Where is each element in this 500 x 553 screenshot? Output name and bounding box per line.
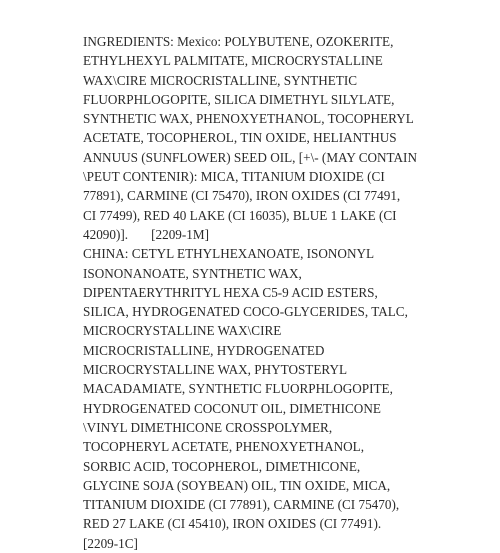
ingredients-line: WAX\CIRE MICROCRISTALLINE, SYNTHETIC [83, 72, 358, 88]
ingredients-line: ANNUUS (SUNFLOWER) SEED OIL, [+\- (MAY CONTAIN [83, 149, 417, 165]
ingredients-text-block [83, 32, 493, 553]
ingredients-line: MICROCRYSTALLINE WAX\CIRE [83, 323, 282, 339]
ingredients-line: HYDROGENATED COCONUT OIL, DIMETHICONE [83, 400, 381, 416]
ingredients-line: [2209-1C] [83, 535, 138, 551]
ingredients-line: SORBIC ACID, TOCOPHEROL, DIMETHICONE, [83, 458, 361, 474]
ingredients-line: TOCOPHERYL ACETATE, PHENOXYETHANOL, [83, 439, 365, 455]
ingredients-line: 77891), CARMINE (CI 75470), IRON OXIDES (CI 77491, [83, 188, 401, 204]
ingredients-line: ACETATE, TOCOPHEROL, TIN OXIDE, HELIANTHUS [83, 130, 397, 146]
ingredients-line: ISONONANOATE, SYNTHETIC WAX, [83, 265, 302, 281]
ingredients-line: 42090)]. [2209-1M] [83, 226, 209, 242]
ingredients-line: MACADAMIATE, SYNTHETIC FLUORPHLOGOPITE, [83, 381, 393, 397]
ingredients-line: SILICA, HYDROGENATED COCO-GLYCERIDES, TALC, [83, 304, 408, 320]
ingredients-line: DIPENTAERYTHRITYL HEXA C5-9 ACID ESTERS, [83, 284, 378, 300]
ingredients-line: \VINYL DIMETHICONE CROSSPOLYMER, [83, 419, 333, 435]
ingredients-line: GLYCINE SOJA (SOYBEAN) OIL, TIN OXIDE, MICA, [83, 477, 391, 493]
ingredients-line: FLUORPHLOGOPITE, SILICA DIMETHYL SILYLATE, [83, 91, 395, 107]
ingredients-line: INGREDIENTS: Mexico: POLYBUTENE, OZOKERITE, [83, 34, 394, 49]
ingredients-line: SYNTHETIC WAX, PHENOXYETHANOL, TOCOPHERYL [83, 111, 414, 127]
ingredients-line: MICROCRYSTALLINE WAX, PHYTOSTERYL [83, 362, 348, 378]
ingredients-line: CHINA: CETYL ETHYLHEXANOATE, ISONONYL [83, 246, 375, 262]
ingredients-line: ETHYLHEXYL PALMITATE, MICROCRYSTALLINE [83, 53, 383, 69]
ingredients-line: \PEUT CONTENIR): MICA, TITANIUM DIOXIDE (CI [83, 169, 385, 185]
ingredients-line: MICROCRISTALLINE, HYDROGENATED [83, 342, 325, 358]
ingredients-line: TITANIUM DIOXIDE (CI 77891), CARMINE (CI 75470), [83, 497, 400, 513]
ingredients-line: CI 77499), RED 40 LAKE (CI 16035), BLUE 1 LAKE (CI [83, 207, 397, 223]
ingredients-line: RED 27 LAKE (CI 45410), IRON OXIDES (CI 77491). [83, 516, 382, 532]
